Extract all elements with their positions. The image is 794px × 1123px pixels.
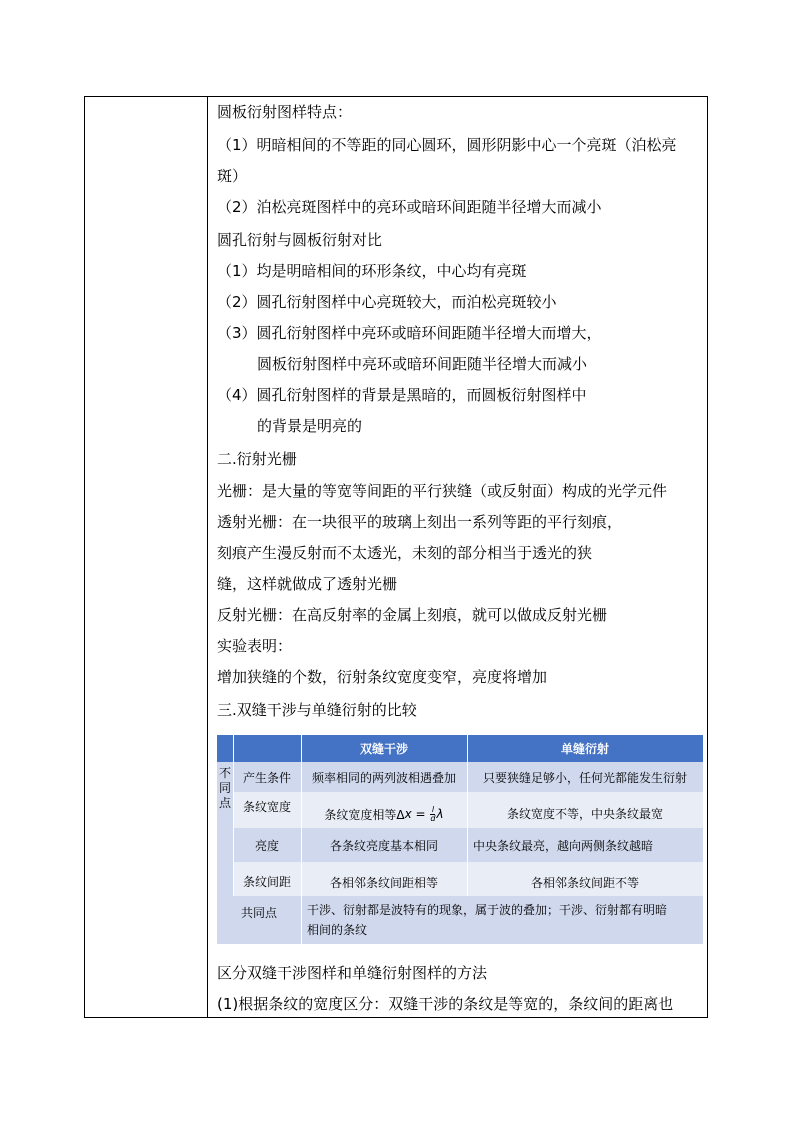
cell-single: 各相邻条纹间距不等 (467, 862, 703, 896)
text-line: 圆板衍射图样特点： (217, 103, 353, 121)
common-text-line: 干涉、衍射都是波特有的现象，属于波的叠加；干涉、衍射都有明暗 (307, 903, 668, 917)
text-line: 光栅：是大量的等宽等间距的平行狭缝（或反射面）构成的光学元件 (217, 482, 668, 500)
row-label: 条纹宽度 (233, 792, 301, 828)
row-label: 条纹间距 (233, 862, 301, 896)
formula-fraction (430, 806, 435, 823)
text-line: （1）明暗相间的不等距的同心圆环，圆形阴影中心一个亮斑（泊松亮 (217, 136, 677, 154)
formula-lambda: λ (436, 807, 444, 821)
text-line: （3）圆孔衍射图样中亮环或暗环间距随半径增大而增大， (217, 324, 602, 342)
fraction-numerator: l (431, 804, 435, 814)
text-line: 增加狭缝的个数，衍射条纹宽度变窄，亮度将增加 (217, 668, 548, 686)
common-text (301, 896, 703, 944)
common-text-line: 相间的条纹 (307, 923, 368, 937)
document-table (84, 96, 708, 1018)
common-label: 共同点 (217, 896, 301, 944)
group-char: 不 (218, 766, 231, 780)
text-line: 透射光栅：在一块很平的玻璃上刻出一系列等距的平行刻痕， (217, 513, 623, 531)
formula-prefix: 条纹宽度相等Δ (324, 807, 405, 822)
cell-double: 各相邻条纹间距相等 (301, 862, 467, 896)
header-single-slit: 单缝衍射 (467, 735, 703, 762)
cell-single: 中央条纹最亮，越向两侧条纹越暗 (467, 828, 703, 862)
grid-line (301, 735, 302, 944)
fraction-denominator: d (430, 813, 436, 823)
text-line: (1)根据条纹的宽度区分：双缝干涉的条纹是等宽的，条纹间的距离也 (217, 995, 674, 1013)
group-char: 同 (218, 781, 231, 795)
formula-var: x (404, 807, 412, 821)
text-line: （4）圆孔衍射图样的背景是黑暗的，而圆板衍射图样中 (217, 386, 587, 404)
text-line: 区分双缝干涉图样和单缝衍射图样的方法 (217, 964, 488, 982)
grid-line (467, 735, 468, 896)
cell-double: 各条纹亮度基本相同 (301, 828, 467, 862)
text-line: 缝，这样就做成了透射光栅 (217, 575, 398, 593)
header-blank (233, 735, 301, 762)
cell-single: 只要狭缝足够小，任何光都能发生衍射 (467, 762, 703, 792)
section-heading: 三.双缝干涉与单缝衍射的比较 (217, 701, 417, 719)
cell-single: 条纹宽度不等，中央条纹最宽 (467, 792, 703, 828)
text-line: 反射光栅：在高反射率的金属上刻痕，就可以做成反射光栅 (217, 606, 608, 624)
row-label: 产生条件 (233, 762, 301, 792)
equals-sign: = (411, 807, 430, 821)
header-double-slit: 双缝干涉 (301, 735, 467, 762)
text-line: 圆孔衍射与圆板衍射对比 (217, 231, 383, 249)
text-line: （2）泊松亮斑图样中的亮环或暗环间距随半径增大而减小 (217, 198, 602, 216)
group-char: 点 (218, 796, 231, 810)
grid-line (233, 735, 234, 896)
group-label-different (217, 762, 233, 896)
text-line: 圆板衍射图样中亮环或暗环间距随半径增大而减小 (257, 355, 588, 373)
cell-double-formula (301, 792, 467, 828)
text-line: 的背景是明亮的 (257, 417, 363, 435)
header-corner (217, 735, 233, 762)
text-line: 斑） (217, 167, 248, 185)
text-line: 刻痕产生漫反射而不太透光，未刻的部分相当于透光的狭 (217, 544, 593, 562)
row-label: 亮度 (233, 828, 301, 862)
cell-double: 频率相同的两列波相遇叠加 (301, 762, 467, 792)
column-divider (207, 97, 208, 1017)
text-line: （1）均是明暗相间的环形条纹，中心均有亮斑 (217, 262, 527, 280)
section-heading: 二.衍射光栅 (217, 450, 297, 468)
text-line: 实验表明： (217, 637, 293, 655)
comparison-table (217, 735, 703, 944)
text-line: （2）圆孔衍射图样中心亮斑较大，而泊松亮斑较小 (217, 293, 557, 311)
